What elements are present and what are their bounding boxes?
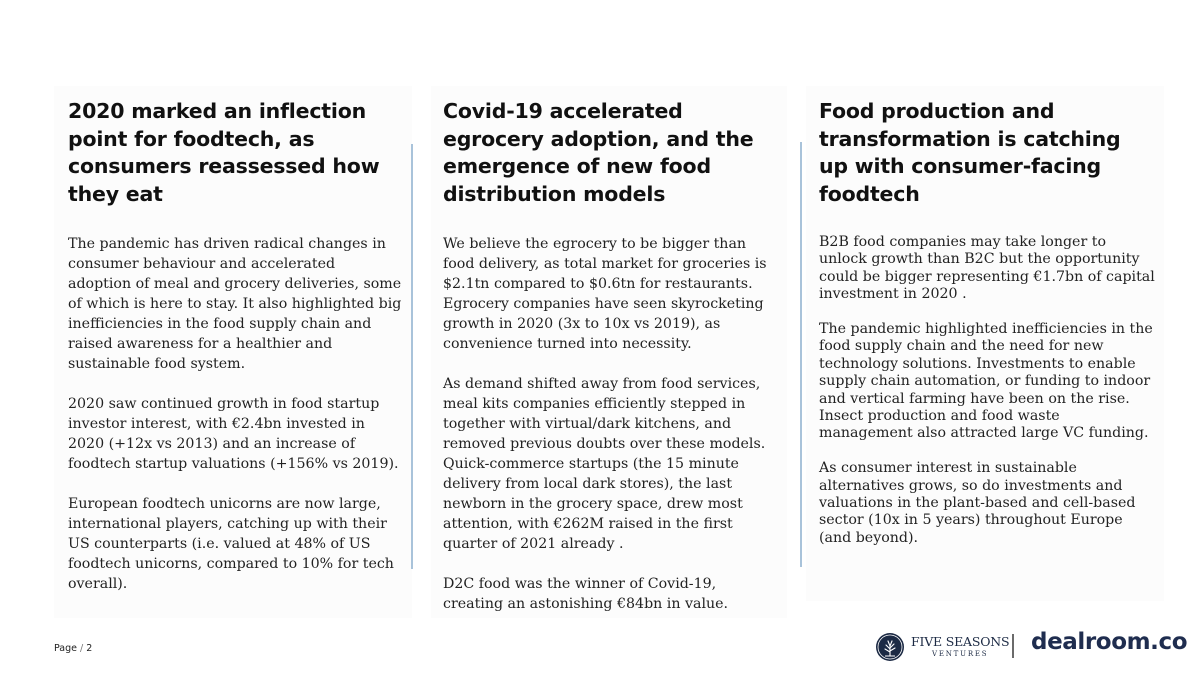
five-seasons-ventures-logo (875, 631, 1009, 663)
column-paragraph: We believe the egrocery to be bigger than food delivery, as total market for groceries is $2.1tn compared to $0.6tn for restaurants. Egrocery companies have seen skyrocketing growth in 2020 (3x to 10x vs 2019), as convenience turned into necessity. (443, 236, 767, 352)
column-foodtech-inflection (54, 86, 412, 618)
column-paragraph: European foodtech unicorns are now large, international players, catching up with their US counterparts (i.e. valued at 48% of US foodtech unicorns, compared to 10% for tech overall). (68, 496, 394, 592)
page-label: Page (54, 643, 77, 654)
page-separator: / (80, 643, 84, 654)
column-divider (411, 144, 413, 569)
column-paragraph: B2B food companies may take longer to unlock growth than B2C but the opportunity could be bigger representing €1.7bn of capital investment in 2020 . (819, 234, 1155, 303)
page-number-value: 2 (86, 643, 93, 654)
page-number (54, 643, 92, 654)
column-title: 2020 marked an inflection point for foodtech, as consumers reassessed how they eat (68, 99, 380, 206)
tree-emblem-icon (875, 632, 905, 662)
column-food-production (806, 86, 1164, 601)
column-title: Food production and transformation is catching up with consumer-facing foodtech (819, 99, 1121, 206)
column-divider (800, 142, 802, 567)
column-title: Covid-19 accelerated egrocery adoption, and the emergence of new food distribution models (443, 99, 754, 206)
column-paragraph: 2020 saw continued growth in food startup investor interest, with €2.4bn invested in 2020 (+12x vs 2013) and an increase of foodtech startup valuations (+156% vs 2019). (68, 396, 399, 472)
dealroom-logo: dealroom.co (1031, 629, 1188, 655)
fsv-logo-name: FIVE SEASONS (911, 634, 1010, 650)
column-paragraph: The pandemic highlighted inefficiencies in the food supply chain and the need for new technology solutions. Investments to enable supply chain automation, or funding to indoor and vertical farming have been on the rise. Insect production and food waste management also attracted large VC funding. (819, 321, 1153, 442)
column-paragraph: As demand shifted away from food services, meal kits companies efficiently stepped in together with virtual/dark kitchens, and removed previous doubts over these models. Quick-commerce startups (the 15 minute delivery from local dark stores), the last newborn in the grocery space, drew most attention, with €262M raised in the first quarter of 2021 already . (443, 376, 766, 552)
column-paragraph: D2C food was the winner of Covid-19, creating an astonishing €84bn in value. (443, 576, 729, 612)
logo-divider (1012, 634, 1014, 658)
column-paragraph: As consumer interest in sustainable alternatives grows, so do investments and valuations in the plant-based and cell-based sector (10x in 5 years) throughout Europe (and beyond). (819, 460, 1136, 546)
fsv-logo-subtitle: VENTURES (931, 649, 989, 658)
column-paragraph: The pandemic has driven radical changes in consumer behaviour and accelerated adoption of meal and grocery deliveries, some of which is here to stay. It also highlighted big inefficiencies in the food supply chain and raised awareness for a healthier and sustainable food system. (68, 236, 402, 372)
column-egrocery (431, 86, 787, 618)
